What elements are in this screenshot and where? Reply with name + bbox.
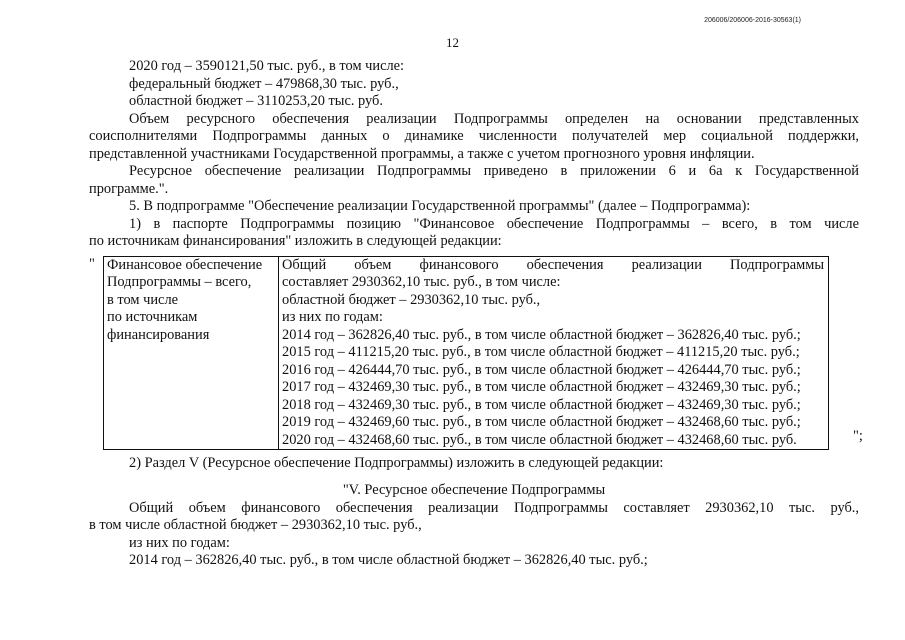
table-label-cell — [104, 256, 279, 450]
content-line: из них по годам: — [282, 309, 383, 325]
page-number: 12 — [446, 35, 459, 50]
content-line: областной бюджет – 2930362,10 тыс. руб., — [282, 291, 541, 308]
content-line: 2016 год – 426444,70 тыс. руб., в том числе областной бюджет – 426444,70 тыс. руб.; — [282, 361, 801, 378]
label-line: финансирования — [107, 326, 210, 343]
paragraph-line: представленной участниками Государственной программы, а также с учетом прогнозного уровня инфляции. — [89, 145, 755, 162]
label-line: Подпрограммы – всего, — [107, 274, 252, 290]
document-body — [89, 58, 863, 570]
close-quote: "; — [853, 427, 863, 444]
paragraph-line: Общий объем финансового обеспечения реализации Подпрограммы составляет 2930362,10 тыс. руб., — [129, 499, 859, 516]
section-title: "V. Ресурсное обеспечение Подпрограммы — [342, 482, 606, 498]
paragraph-line: Ресурсное обеспечение реализации Подпрограммы приведено в приложении 6 и 6а к Государственной — [129, 163, 859, 179]
item-5-1-line: по источникам финансирования" изложить в следующей редакции: — [89, 233, 502, 249]
table-content-cell — [279, 256, 829, 450]
content-line: 2017 год – 432469,30 тыс. руб., в том числе областной бюджет – 432469,30 тыс. руб.; — [282, 379, 801, 395]
text-line: из них по годам: — [129, 534, 230, 551]
content-line: 2020 год – 432468,60 тыс. руб., в том числе областной бюджет – 432468,60 тыс. руб. — [282, 431, 797, 448]
text-line: 2014 год – 362826,40 тыс. руб., в том числе областной бюджет – 362826,40 тыс. руб.; — [129, 552, 648, 568]
content-line: составляет 2930362,10 тыс. руб., в том числе: — [282, 274, 561, 290]
paragraph-line: соисполнителями Подпрограммы данных о динамике численности получателей мер социальной поддержки, — [89, 128, 859, 144]
text-line: 2020 год – 3590121,50 тыс. руб., в том числе: — [129, 58, 405, 74]
content-line: 2018 год – 432469,30 тыс. руб., в том числе областной бюджет – 432469,30 тыс. руб.; — [282, 396, 801, 413]
table-row — [104, 256, 829, 450]
paragraph-line: Объем ресурсного обеспечения реализации Подпрограммы определен на основании представленных — [129, 110, 859, 127]
label-line: по источникам — [107, 309, 198, 325]
content-line: Общий объем финансового обеспечения реализации Подпрограммы — [282, 256, 824, 273]
paragraph-line: в том числе областной бюджет – 2930362,10 тыс. руб., — [89, 517, 422, 533]
item-5-1-line: 1) в паспорте Подпрограммы позицию "Финансовое обеспечение Подпрограммы – всего, в том числе — [129, 215, 859, 232]
passport-table — [103, 256, 829, 451]
passport-table-block — [89, 255, 863, 451]
open-quote: " — [89, 255, 95, 272]
content-line: 2014 год – 362826,40 тыс. руб., в том числе областной бюджет – 362826,40 тыс. руб.; — [282, 326, 801, 343]
item-2: 2) Раздел V (Ресурсное обеспечение Подпрограммы) изложить в следующей редакции: — [129, 454, 664, 471]
item-5: 5. В подпрограмме "Обеспечение реализации Государственной программы" (далее – Подпрограмма): — [129, 198, 751, 214]
text-line: областной бюджет – 3110253,20 тыс. руб. — [129, 93, 383, 109]
paragraph-line: программе.". — [89, 180, 169, 197]
document-id: 206006/206006-2016-30563(1) — [704, 17, 801, 24]
text-line: федеральный бюджет – 479868,30 тыс. руб., — [129, 75, 399, 92]
label-line: в том числе — [107, 291, 179, 308]
content-line: 2019 год – 432469,60 тыс. руб., в том числе областной бюджет – 432468,60 тыс. руб.; — [282, 414, 801, 430]
label-line: Финансовое обеспечение — [107, 256, 263, 273]
content-line: 2015 год – 411215,20 тыс. руб., в том числе областной бюджет – 411215,20 тыс. руб.; — [282, 344, 800, 360]
